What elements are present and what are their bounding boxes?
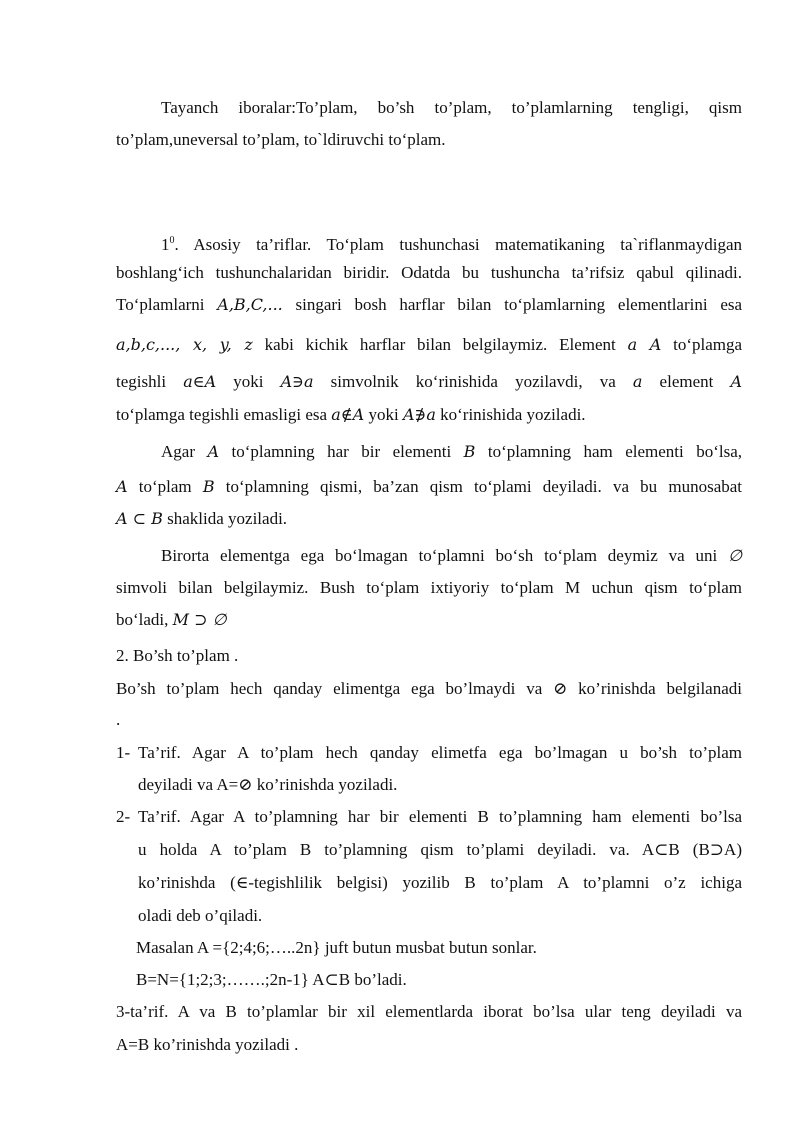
para2-line-3: A ⊂ B shaklida yoziladi. (116, 509, 288, 528)
def3-line-2: A=B ko’rinishda yoziladi . (116, 1035, 299, 1054)
example-line-2: B=N={1;2;3;…….;2n-1} A⊂B bo’ladi. (136, 970, 407, 989)
intro-line-2: to’plam,uneversal to’plam, to`ldiruvchi to‘plam. (116, 130, 446, 149)
list-item-1-line-2: deyiladi va A=⊘ ko’rinishda yoziladi. (138, 775, 398, 794)
list-item-2-line-4: oladi deb o’qiladi. (138, 906, 263, 925)
section2-heading: 2. Bo’sh to’plam . (116, 646, 239, 665)
list-item-2-line-2: u holda A to’plam B to’plamning qism to’plami deyiladi. va. A⊂B (B⊃A) (138, 840, 742, 859)
section1-line-3: To‘plamlarni A,B,C,... singari bosh harflar bilan to‘plamlarning elementlarini esa (116, 295, 743, 314)
para2-line-1: Agar A to‘plamning har bir elementi B to‘plamning ham elementi bo‘lsa, (161, 442, 743, 461)
section1-line-2: boshlang‘ich tushunchalaridan biridir. Odatda bu tushuncha ta’rifsiz qabul qilinadi. (116, 263, 742, 282)
list-item-2-number: 2- (116, 807, 131, 826)
section2-line-1: Bo’sh to’plam hech qanday elimentga ega bo’lmaydi va ⊘ ko’rinishda belgilanadi (116, 679, 742, 698)
intro-line-1: Tayanch iboralar:To’plam, bo’sh to’plam, to’plamlarning tengligi, qism (161, 98, 742, 117)
para2-line-2: A to‘plam B to‘plamning qismi, ba’zan qism to‘plami deyiladi. va bu munosabat (116, 477, 743, 496)
section2-line-2: . (116, 710, 121, 729)
section1-line-1-text: . Asosiy ta’riflar. To‘plam tushunchasi matematikaning ta`riflanmaydigan (174, 235, 742, 254)
section1-line-6: to‘plamga tegishli emasligi esa a∉A yoki A∌a ko‘rinishida yoziladi. (116, 405, 586, 424)
list-item-2-line-3: ko’rinishda (∈-tegishlilik belgisi) yozilib B to’plam A to’plamni o’z ichiga (138, 873, 742, 892)
example-line-1: Masalan A ={2;4;6;…..2n} juft butun musbat butun sonlar. (136, 938, 537, 957)
list-item-2-line-1: Ta’rif. Agar A to’plamning har bir elementi B to’plamning ham elementi bo’lsa (138, 807, 742, 826)
section1-line-1 (161, 230, 742, 256)
math-elements: a,b,c,..., x, y, z (116, 335, 253, 354)
def3-line-1: 3-ta’rif. A va B to’plamlar bir xil elementlarda iborat bo’lsa ular teng deyiladi va (116, 1002, 742, 1021)
section-superscript: 0 (169, 235, 175, 246)
list-item-1-line-1: Ta’rif. Agar A to’plam hech qanday elimetfa ega bo’lmagan u bo’sh to’plam (138, 743, 742, 762)
section1-line-5: tegishli a∈A yoki A∋a simvolnik ko‘rinishida yozilavdi, va a element A (116, 372, 743, 391)
para3-line-1: Birorta elementga ega bo‘lmagan to‘plamni bo‘sh to‘plam deymiz va uni ∅ (161, 546, 742, 565)
math-element-a: a A (627, 335, 662, 354)
section-number: 1 (161, 235, 170, 254)
section1-line-4: a,b,c,..., x, y, z kabi kichik harflar bilan belgilaymiz. Element a A to‘plamga (116, 335, 743, 354)
math-sets: A,B,C,... (217, 295, 283, 314)
para3-line-3: bo‘ladi, M ⊃ ∅ (116, 610, 227, 629)
para3-line-2: simvoli bilan belgilaymiz. Bush to‘plam ixtiyoriy to‘plam M uchun qism to‘plam (116, 578, 742, 597)
list-item-1-number: 1- (116, 743, 131, 762)
empty-set-symbol: ∅ (728, 546, 742, 565)
